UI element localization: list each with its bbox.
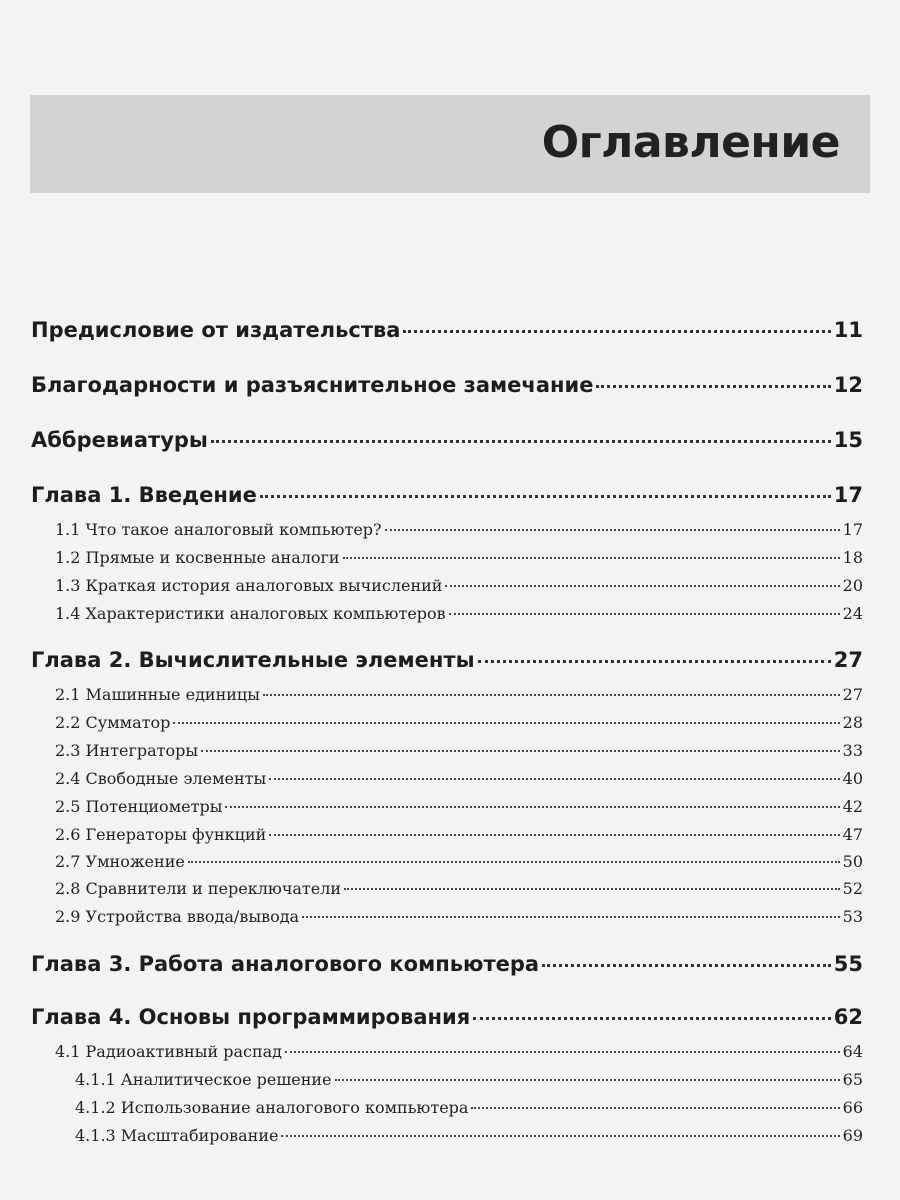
toc-page-number: 66 — [842, 1098, 863, 1117]
toc-page-number: 42 — [842, 797, 863, 816]
toc-entry[interactable] — [55, 713, 863, 732]
toc-page-number: 11 — [833, 318, 863, 342]
dot-leader — [188, 861, 840, 863]
toc-entry[interactable] — [55, 520, 863, 539]
dot-leader — [269, 834, 839, 836]
dot-leader — [225, 806, 839, 808]
toc-page-number: 47 — [842, 825, 863, 844]
toc-page-number: 12 — [833, 373, 863, 397]
toc-page-number: 50 — [842, 852, 863, 871]
toc-page-number: 33 — [842, 741, 863, 760]
toc-entry-title: 2.5 Потенциометры — [55, 797, 223, 816]
toc-entry[interactable] — [55, 741, 863, 760]
toc-entry-title: Глава 3. Работа аналогового компьютера — [31, 952, 540, 976]
dot-leader — [269, 778, 839, 780]
toc-page-number: 65 — [842, 1070, 863, 1089]
toc-entry[interactable] — [55, 797, 863, 816]
toc-entry[interactable] — [31, 1005, 863, 1029]
toc-page-number: 52 — [842, 879, 863, 898]
toc-entry-title: 2.7 Умножение — [55, 852, 185, 871]
toc-entry-title: Предисловие от издательства — [31, 318, 401, 342]
toc-entry[interactable] — [55, 548, 863, 567]
page-title: Оглавление — [541, 117, 840, 168]
toc-page-number: 55 — [833, 952, 863, 976]
toc-page-number: 28 — [842, 713, 863, 732]
toc-entry-title: 2.1 Машинные единицы — [55, 685, 260, 704]
toc-entry-title: 2.3 Интеграторы — [55, 741, 199, 760]
dot-leader — [471, 1107, 839, 1109]
dot-leader — [201, 750, 840, 752]
toc-page-number: 18 — [842, 548, 863, 567]
toc-page-number: 15 — [833, 428, 863, 452]
toc-entry[interactable] — [55, 825, 863, 844]
toc-entry[interactable] — [55, 852, 863, 871]
toc-entry-title: Благодарности и разъяснительное замечание — [31, 373, 594, 397]
toc-page-number: 62 — [833, 1005, 863, 1029]
dot-leader — [445, 585, 839, 587]
toc-entry[interactable] — [75, 1098, 863, 1117]
toc-entry[interactable] — [55, 907, 863, 926]
toc-entry-title: 2.9 Устройства ввода/вывода — [55, 907, 300, 926]
toc-page-number: 53 — [842, 907, 863, 926]
toc-entry[interactable] — [55, 576, 863, 595]
dot-leader — [173, 722, 839, 724]
toc-entry-title: Глава 4. Основы программирования — [31, 1005, 471, 1029]
toc-entry[interactable] — [31, 483, 863, 507]
toc-entry[interactable] — [31, 952, 863, 976]
toc-page-number: 17 — [833, 483, 863, 507]
toc-entry-title: 1.3 Краткая история аналоговых вычислений — [55, 576, 443, 595]
toc-entry[interactable] — [31, 373, 863, 397]
toc-entry[interactable] — [55, 879, 863, 898]
toc-entry[interactable] — [31, 318, 863, 342]
dot-leader — [281, 1135, 839, 1137]
dot-leader — [260, 495, 831, 498]
toc-entry-title: 1.1 Что такое аналоговый компьютер? — [55, 520, 382, 539]
toc-page-number: 64 — [842, 1042, 863, 1061]
toc-entry-title: 4.1.3 Масштабирование — [75, 1126, 279, 1145]
dot-leader — [211, 440, 831, 443]
toc-entry-title: 2.4 Свободные элементы — [55, 769, 267, 788]
toc-page-number: 27 — [833, 648, 863, 672]
toc-page-number: 27 — [842, 685, 863, 704]
dot-leader — [263, 694, 840, 696]
toc-page-number: 20 — [842, 576, 863, 595]
dot-leader — [542, 964, 831, 967]
toc-entry-title: 4.1.2 Использование аналогового компьютера — [75, 1098, 469, 1117]
toc-entry-title: 1.4 Характеристики аналоговых компьютеров — [55, 604, 446, 623]
toc-entry[interactable] — [55, 769, 863, 788]
toc-page-number: 17 — [842, 520, 863, 539]
toc-entry[interactable] — [55, 685, 863, 704]
toc-page-number: 40 — [842, 769, 863, 788]
dot-leader — [285, 1051, 840, 1053]
dot-leader — [335, 1079, 840, 1081]
toc-entry-title: 4.1 Радиоактивный распад — [55, 1042, 282, 1061]
toc-entry[interactable] — [75, 1070, 863, 1089]
toc-entry-title: 1.2 Прямые и косвенные аналоги — [55, 548, 340, 567]
dot-leader — [449, 613, 840, 615]
toc-entry[interactable] — [31, 648, 863, 672]
dot-leader — [596, 385, 830, 388]
toc-entry-title: 2.2 Сумматор — [55, 713, 171, 732]
dot-leader — [403, 330, 830, 333]
dot-leader — [385, 529, 840, 531]
toc-page-number: 24 — [842, 604, 863, 623]
dot-leader — [343, 557, 840, 559]
dot-leader — [302, 916, 840, 918]
toc-entry-title: 4.1.1 Аналитическое решение — [75, 1070, 332, 1089]
toc-page-number: 69 — [842, 1126, 863, 1145]
toc-entry-title: Аббревиатуры — [31, 428, 208, 452]
toc-entry[interactable] — [75, 1126, 863, 1145]
toc-entry-title: Глава 1. Введение — [31, 483, 257, 507]
toc-entry-title: 2.6 Генераторы функций — [55, 825, 267, 844]
toc-entry[interactable] — [55, 1042, 863, 1061]
toc-entry-title: Глава 2. Вычислительные элементы — [31, 648, 475, 672]
toc-entry[interactable] — [31, 428, 863, 452]
dot-leader — [344, 888, 840, 890]
toc-entry-title: 2.8 Сравнители и переключатели — [55, 879, 342, 898]
toc-entry[interactable] — [55, 604, 863, 623]
dot-leader — [478, 660, 831, 663]
dot-leader — [473, 1017, 831, 1020]
